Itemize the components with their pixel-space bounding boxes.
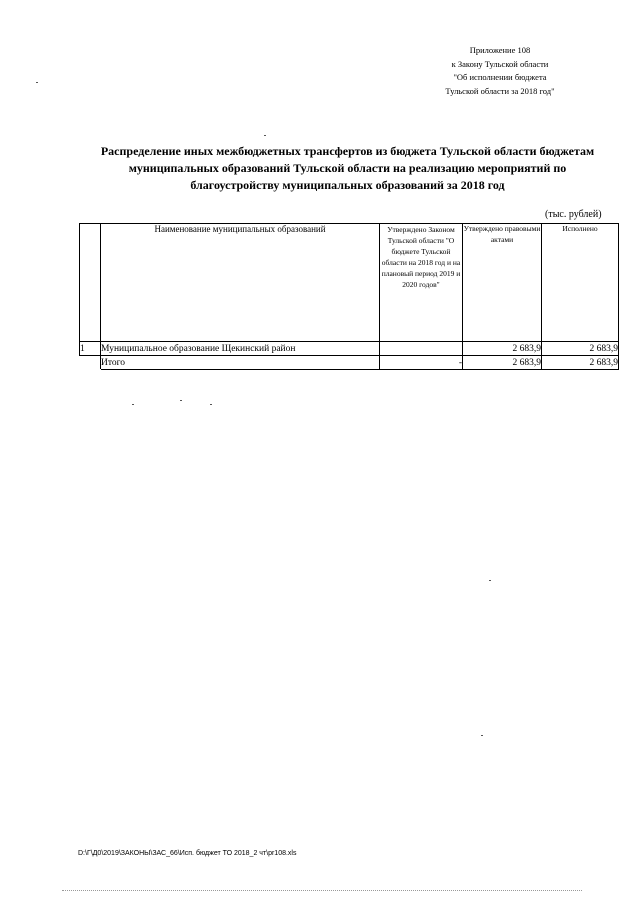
annex-line: Тульской области за 2018 год" [445, 85, 555, 96]
total-approved-acts: 2 683,9 [463, 356, 542, 370]
annex-line: "Об исполнении бюджета [453, 72, 547, 82]
row-approved-law [380, 342, 463, 356]
annex-note [400, 44, 600, 98]
table-header-row [80, 224, 619, 342]
scan-speck [489, 580, 491, 581]
header-executed: Исполнено [542, 224, 619, 342]
scan-edge-line [62, 890, 582, 891]
scan-speck [180, 400, 182, 401]
scan-speck [264, 135, 266, 136]
header-name: Наименование муниципальных образований [101, 224, 380, 342]
title-line: муниципальных образований Тульской области на реализацию мероприятий по [128, 161, 567, 175]
header-approved-law: Утверждено Законом Тульской области "О бюджете Тульской области на 2018 год и на плановый период 2019 и 2020 годов" [380, 224, 463, 342]
scan-speck [210, 404, 212, 405]
total-approved-law: - [380, 356, 463, 370]
total-executed: 2 683,9 [542, 356, 619, 370]
title-line: благоустройству муниципальных образований за 2018 год [190, 178, 505, 192]
document-title [60, 143, 635, 194]
row-number: 1 [80, 342, 101, 356]
annex-line: к Закону Тульской области [451, 58, 549, 69]
row-approved-acts: 2 683,9 [463, 342, 542, 356]
units-label: (тыс. рублей) [545, 209, 602, 220]
total-label: Итого [101, 356, 380, 370]
file-path-footer: D:\Г\Д0\2019\ЗАКОНЫ\ЗАС_66\Исп. бюджет ТО 2018_2 чт\pr108.xls [78, 850, 297, 857]
table-row [80, 342, 619, 356]
header-approved-acts: Утверждено правовыми актами [463, 224, 542, 342]
scan-speck [132, 404, 134, 405]
scan-speck [481, 735, 483, 736]
row-executed: 2 683,9 [542, 342, 619, 356]
total-number [80, 356, 101, 370]
header-number [80, 224, 101, 342]
row-name: Муниципальное образование Щекинский район [101, 342, 380, 356]
annex-line: Приложение 108 [469, 45, 531, 55]
total-row [80, 356, 619, 370]
scan-speck [36, 82, 38, 83]
transfers-table [79, 223, 619, 370]
title-line: Распределение иных межбюджетных трансфертов из бюджета Тульской области бюджетам [100, 144, 595, 158]
